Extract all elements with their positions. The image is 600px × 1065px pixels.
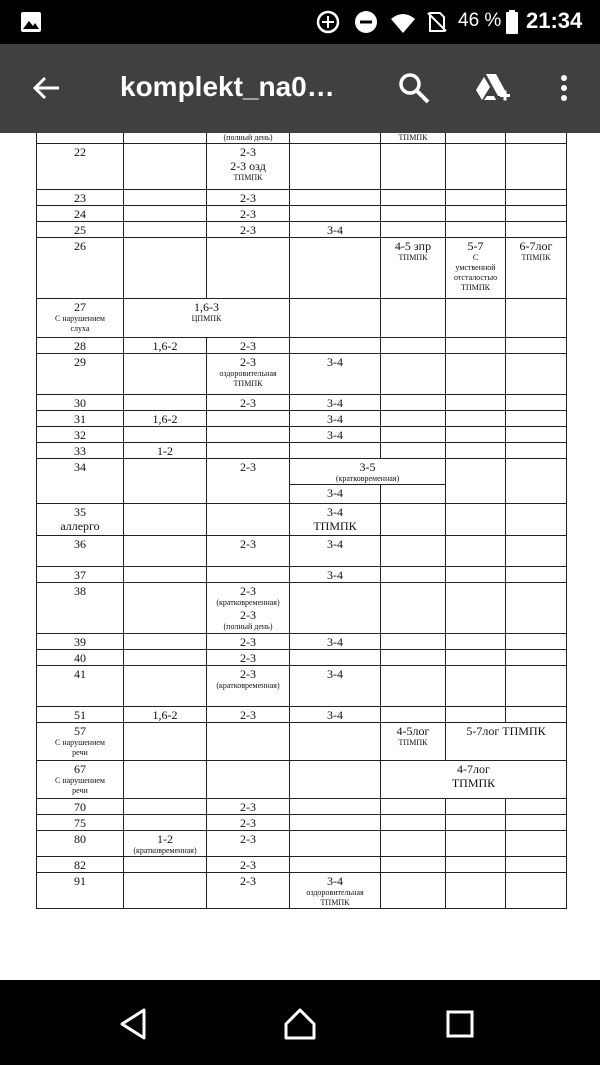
- table-cell: [381, 443, 446, 459]
- table-cell: [446, 857, 506, 873]
- cell-line: 6-7лог: [519, 239, 553, 253]
- cell-note: (кратковременная): [133, 846, 197, 855]
- cell-note: (полный день): [223, 133, 273, 142]
- row-number: 51: [37, 707, 124, 723]
- table-row: [37, 299, 567, 338]
- cell-note: (кратковременная): [216, 681, 280, 690]
- table-row: [37, 222, 567, 238]
- cell-line: 2-3: [240, 355, 256, 369]
- table-cell: 1-2: [124, 443, 207, 459]
- gallery-notification-icon: [20, 11, 42, 33]
- table-cell: [124, 395, 207, 411]
- table-cell: [446, 815, 506, 831]
- cell-line: 4-5лог: [396, 724, 430, 738]
- cell-note: С: [472, 253, 479, 262]
- row-number: [37, 761, 124, 799]
- table-cell: [446, 427, 506, 443]
- table-cell: 3-4: [290, 354, 381, 395]
- table-cell: [381, 411, 446, 427]
- battery-percent: 46 %: [458, 10, 502, 31]
- table-cell: [446, 354, 506, 395]
- do-not-disturb-icon: [354, 10, 378, 34]
- back-arrow-icon[interactable]: [25, 66, 69, 110]
- table-cell: 2-3: [207, 634, 290, 650]
- table-cell: 2-3: [207, 222, 290, 238]
- row-number: 70: [37, 799, 124, 815]
- table-row: [37, 707, 567, 723]
- table-row: [37, 443, 567, 459]
- cell-note: ЦПМПК: [191, 314, 222, 323]
- table-cell: [381, 583, 446, 634]
- table-cell: 1,6-2: [124, 338, 207, 354]
- table-cell: [446, 666, 506, 707]
- table-cell: [381, 723, 446, 761]
- status-bar: [0, 0, 600, 44]
- cell-note: отсталостью: [453, 273, 498, 282]
- row-number: 36: [37, 536, 124, 567]
- table-cell: [446, 504, 506, 536]
- table-cell: [506, 354, 567, 395]
- cell-note: речи: [72, 786, 88, 795]
- table-cell: [446, 190, 506, 206]
- merged-cell: [290, 459, 446, 485]
- wifi-icon: [390, 12, 416, 34]
- table-row: [37, 504, 567, 536]
- table-cell: [506, 206, 567, 222]
- table-cell: [506, 395, 567, 411]
- table-cell: [290, 873, 381, 909]
- table-cell: [506, 583, 567, 634]
- cell-note: ТПМПК: [233, 379, 263, 388]
- table-cell: [446, 459, 506, 504]
- search-icon[interactable]: [392, 66, 436, 110]
- table-cell: [381, 857, 446, 873]
- cell-line: 2-3: [240, 145, 256, 159]
- table-cell: [124, 815, 207, 831]
- app-bar: [0, 44, 600, 133]
- cell-note: ТПМПК: [398, 133, 428, 142]
- table-cell: [124, 666, 207, 707]
- table-row: [37, 815, 567, 831]
- table-cell: 1,6-2: [124, 707, 207, 723]
- table-cell: [290, 723, 381, 761]
- row-number: 28: [37, 338, 124, 354]
- table-row: [37, 723, 567, 761]
- cell-line: аллерго: [60, 519, 100, 533]
- table-cell: [207, 504, 290, 536]
- table-cell: [290, 831, 381, 857]
- cell-line: 3-5: [359, 460, 376, 474]
- table-cell: [506, 459, 567, 504]
- table-cell: 2-3: [207, 338, 290, 354]
- row-number: 29: [37, 354, 124, 395]
- table-cell: [506, 238, 567, 299]
- cell-note: ТПМПК: [461, 283, 490, 292]
- table-cell: [290, 504, 381, 536]
- row-number: 82: [37, 857, 124, 873]
- table-cell: 3-4: [290, 567, 381, 583]
- cell-note: оздоровительная: [306, 888, 364, 897]
- table-cell: [381, 536, 446, 567]
- table-cell: [124, 567, 207, 583]
- table-cell: [381, 133, 446, 144]
- table-row: [37, 144, 567, 190]
- merged-cell: [124, 299, 290, 338]
- table-cell: [124, 354, 207, 395]
- table-cell: [290, 857, 381, 873]
- clock: 21:34: [526, 8, 583, 33]
- cell-note: ТПМПК: [521, 253, 551, 262]
- table-cell: 2-3: [207, 831, 290, 857]
- table-cell: 3-4: [290, 634, 381, 650]
- table-cell: [446, 144, 506, 190]
- no-sim-icon: [426, 11, 448, 33]
- cell-note: С нарушением: [55, 314, 105, 323]
- table-row: [37, 190, 567, 206]
- cell-note: оздоровительная: [219, 369, 277, 378]
- table-cell: [381, 504, 446, 536]
- table-cell: [506, 427, 567, 443]
- table-row: [37, 427, 567, 443]
- table-cell: [506, 634, 567, 650]
- table-row: [37, 459, 567, 485]
- table-cell: 1,6-2: [124, 411, 207, 427]
- cell-line: 1,6-3: [194, 300, 219, 314]
- back-triangle-icon[interactable]: [112, 1002, 156, 1046]
- table-cell: [290, 650, 381, 666]
- table-cell: [381, 222, 446, 238]
- row-number: 32: [37, 427, 124, 443]
- row-number: 23: [37, 190, 124, 206]
- table-row: [37, 411, 567, 427]
- table-cell: [446, 873, 506, 909]
- table-cell: [207, 567, 290, 583]
- table-cell: [381, 338, 446, 354]
- table-cell: [381, 650, 446, 666]
- table-cell: [381, 831, 446, 857]
- merged-cell: [381, 761, 567, 799]
- table-cell: [506, 666, 567, 707]
- cell-line: ТПМПК: [313, 519, 357, 533]
- table-cell: 2-3: [207, 650, 290, 666]
- table-cell: [506, 133, 567, 144]
- recent-apps-icon[interactable]: [438, 1002, 482, 1046]
- table-cell: [381, 427, 446, 443]
- groups-table: [36, 133, 567, 909]
- table-row: [37, 873, 567, 909]
- table-cell: [124, 206, 207, 222]
- table-row: [37, 831, 567, 857]
- more-options-icon[interactable]: [542, 66, 586, 110]
- table-cell: [124, 536, 207, 567]
- table-cell: 3-4: [290, 427, 381, 443]
- table-row: [37, 354, 567, 395]
- table-cell: [207, 144, 290, 190]
- table-cell: [506, 799, 567, 815]
- table-cell: [506, 443, 567, 459]
- table-row: [37, 666, 567, 707]
- table-cell: [124, 583, 207, 634]
- table-cell: [446, 583, 506, 634]
- table-cell: [381, 354, 446, 395]
- table-row: [37, 567, 567, 583]
- row-number: 31: [37, 411, 124, 427]
- table-cell: [290, 338, 381, 354]
- battery-icon: [506, 10, 518, 34]
- table-cell: [446, 299, 506, 338]
- table-cell: [446, 222, 506, 238]
- table-cell: [290, 443, 381, 459]
- row-number: 75: [37, 815, 124, 831]
- data-saver-icon: [316, 10, 340, 34]
- table-cell: 2-3: [207, 190, 290, 206]
- table-cell: [381, 206, 446, 222]
- table-row: [37, 338, 567, 354]
- table-cell: [207, 427, 290, 443]
- row-number: [37, 504, 124, 536]
- table-cell: [446, 411, 506, 427]
- cell-note: С нарушением: [55, 776, 105, 785]
- table-cell: 3-4: [290, 485, 381, 504]
- row-number: 22: [37, 144, 124, 190]
- row-number: 33: [37, 443, 124, 459]
- cell-line: 2-3: [240, 608, 256, 622]
- table-row: [37, 799, 567, 815]
- table-cell: [207, 443, 290, 459]
- table-cell: [124, 459, 207, 504]
- table-cell: [124, 427, 207, 443]
- table-cell: [207, 354, 290, 395]
- table-cell: [381, 299, 446, 338]
- table-cell: [124, 504, 207, 536]
- table-cell: [290, 583, 381, 634]
- table-cell: 2-3: [207, 857, 290, 873]
- table-row: [37, 238, 567, 299]
- cell-note: слуха: [70, 324, 90, 333]
- navigation-bar: [0, 980, 600, 1065]
- table-cell: [381, 799, 446, 815]
- cell-note: ТПМПК: [398, 738, 428, 747]
- cell-line: 27: [74, 300, 86, 314]
- table-cell: [381, 395, 446, 411]
- merged-cell: 5-7лог ТПМПК: [446, 723, 567, 761]
- cell-note: умственной: [455, 263, 496, 272]
- table-cell: [124, 634, 207, 650]
- table-cell: [124, 190, 207, 206]
- table-cell: [381, 485, 446, 504]
- cell-note: (кратковременная): [216, 598, 280, 607]
- cell-line: 2-3: [240, 584, 256, 598]
- table-cell: 3-4: [290, 666, 381, 707]
- cell-note: С нарушением: [55, 738, 105, 747]
- table-cell: 2-3: [207, 815, 290, 831]
- table-cell: [381, 238, 446, 299]
- document-title: komplekt_na0…: [120, 71, 335, 102]
- table-cell: 2-3: [207, 459, 290, 504]
- table-cell: 3-4: [290, 395, 381, 411]
- cell-line: ТПМПК: [451, 776, 496, 790]
- cell-note: речи: [72, 748, 88, 757]
- table-cell: [446, 133, 506, 144]
- table-cell: [290, 133, 381, 144]
- table-cell: 2-3: [207, 707, 290, 723]
- table-cell: [506, 190, 567, 206]
- cell-line: 1-2: [157, 832, 173, 846]
- add-to-drive-icon[interactable]: [470, 66, 514, 110]
- table-cell: [290, 238, 381, 299]
- table-cell: [506, 504, 567, 536]
- table-cell: 3-4: [290, 411, 381, 427]
- table-cell: [381, 873, 446, 909]
- cell-line: 3-4: [327, 874, 343, 888]
- table-cell: [506, 815, 567, 831]
- table-cell: [506, 707, 567, 723]
- table-row: [37, 206, 567, 222]
- table-cell: [124, 831, 207, 857]
- row-number: 91: [37, 873, 124, 909]
- table-cell: [124, 799, 207, 815]
- table-cell: [506, 536, 567, 567]
- table-cell: [290, 206, 381, 222]
- cell-line: 67: [74, 762, 86, 776]
- table-row: [37, 650, 567, 666]
- table-cell: [290, 299, 381, 338]
- table-row: [37, 634, 567, 650]
- table-cell: [506, 299, 567, 338]
- cell-note: ТПМПК: [398, 253, 428, 262]
- table-cell: 2-3: [207, 206, 290, 222]
- table-cell: 3-4: [290, 222, 381, 238]
- table-cell: [381, 567, 446, 583]
- row-number: 39: [37, 634, 124, 650]
- cell-line: 2-3: [240, 667, 256, 681]
- table-cell: [446, 567, 506, 583]
- cell-line: 35: [74, 505, 86, 519]
- table-cell: [124, 133, 207, 144]
- table-cell: [207, 411, 290, 427]
- table-cell: [124, 222, 207, 238]
- table-cell: [506, 222, 567, 238]
- table-cell: 3-4: [290, 707, 381, 723]
- table-row: [37, 536, 567, 567]
- table-cell: [446, 395, 506, 411]
- table-cell: [446, 238, 506, 299]
- table-cell: [446, 707, 506, 723]
- table-row: [37, 395, 567, 411]
- table-cell: [506, 650, 567, 666]
- table-cell: [207, 761, 290, 799]
- table-cell: [506, 567, 567, 583]
- table-cell: [446, 536, 506, 567]
- table-cell: [381, 707, 446, 723]
- table-cell: [506, 338, 567, 354]
- cell-line: 4-7лог: [457, 762, 490, 776]
- cell-note: (кратковременная): [335, 474, 400, 483]
- row-number: 25: [37, 222, 124, 238]
- table-cell: [446, 650, 506, 666]
- table-cell: [207, 723, 290, 761]
- table-cell: [207, 583, 290, 634]
- table-cell: [290, 761, 381, 799]
- table-cell: 2-3: [207, 395, 290, 411]
- cell-note: (полный день): [223, 622, 273, 631]
- row-number: [37, 299, 124, 338]
- row-number: [37, 723, 124, 761]
- row-number: 30: [37, 395, 124, 411]
- cell-note: ТПМПК: [320, 898, 350, 907]
- table-cell: [207, 666, 290, 707]
- table-cell: [124, 238, 207, 299]
- table-cell: [446, 634, 506, 650]
- table-row: [37, 133, 567, 144]
- pdf-page[interactable]: [0, 133, 600, 980]
- table-cell: [124, 873, 207, 909]
- table-cell: [290, 144, 381, 190]
- table-cell: [207, 133, 290, 144]
- table-row: [37, 583, 567, 634]
- row-number: 24: [37, 206, 124, 222]
- table-cell: [381, 634, 446, 650]
- table-cell: [446, 799, 506, 815]
- cell-line: 3-4: [327, 505, 343, 519]
- table-cell: 2-3: [207, 799, 290, 815]
- table-cell: [506, 411, 567, 427]
- table-cell: 2-3: [207, 873, 290, 909]
- table-cell: [506, 831, 567, 857]
- table-cell: 3-4: [290, 536, 381, 567]
- table-cell: [381, 190, 446, 206]
- table-cell: [124, 650, 207, 666]
- cell-note: ТПМПК: [233, 173, 263, 182]
- row-number: 80: [37, 831, 124, 857]
- table-cell: 2-3: [207, 536, 290, 567]
- cell-line: 2-3 озд: [230, 159, 266, 173]
- row-number: 40: [37, 650, 124, 666]
- table-row: [37, 857, 567, 873]
- cell-line: 4-5 зпр: [394, 239, 432, 253]
- row-number: 37: [37, 567, 124, 583]
- cell-line: 5-7: [467, 239, 484, 253]
- home-icon[interactable]: [278, 1002, 322, 1046]
- table-cell: [381, 815, 446, 831]
- table-cell: [506, 873, 567, 909]
- table-cell: [506, 857, 567, 873]
- table-cell: [124, 857, 207, 873]
- table-cell: [124, 144, 207, 190]
- table-cell: [446, 443, 506, 459]
- table-cell: [124, 761, 207, 799]
- table-cell: [506, 144, 567, 190]
- table-cell: [381, 666, 446, 707]
- table-cell: [37, 133, 124, 144]
- table-cell: [290, 190, 381, 206]
- table-cell: [124, 723, 207, 761]
- row-number: 26: [37, 238, 124, 299]
- row-number: 41: [37, 666, 124, 707]
- table-cell: [381, 144, 446, 190]
- table-row: [37, 761, 567, 799]
- cell-line: 57: [74, 724, 86, 738]
- table-cell: [446, 831, 506, 857]
- table-cell: [290, 799, 381, 815]
- table-cell: [207, 238, 290, 299]
- table-cell: [290, 815, 381, 831]
- table-cell: [446, 338, 506, 354]
- table-cell: [446, 206, 506, 222]
- row-number: 38: [37, 583, 124, 634]
- row-number: 34: [37, 459, 124, 504]
